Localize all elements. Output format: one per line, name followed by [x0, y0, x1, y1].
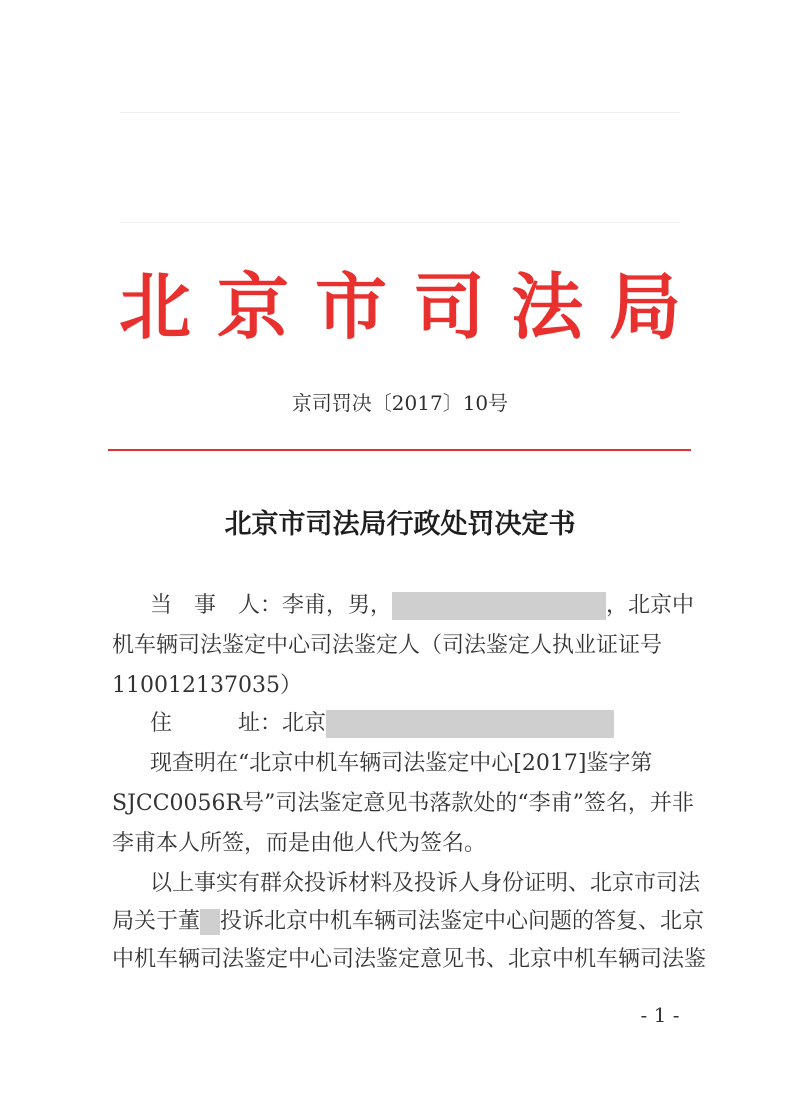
document-title: 北京市司法局行政处罚决定书 — [224, 509, 576, 540]
findings-line-2: SJCC0056R号”司法鉴定意见书落款处的“李甫”签名，并非 — [112, 791, 694, 816]
document-number: 京司罚决〔2017〕10号 — [291, 391, 509, 415]
issuing-agency-header: 北京市司法局 — [118, 264, 707, 349]
findings-line-1: 现查明在“北京中机车辆司法鉴定中心[2017]鉴字第 — [150, 751, 653, 776]
evidence-line-3: 中机车辆司法鉴定中心司法鉴定意见书、北京中机车辆司法鉴 — [112, 947, 707, 972]
redacted-id-block — [392, 592, 606, 620]
redacted-name-block — [200, 909, 220, 935]
address-value: 北京 — [282, 711, 327, 736]
address-line — [150, 706, 710, 742]
evidence-line-1: 以上事实有群众投诉材料及投诉人身份证明、北京市司法 — [150, 871, 701, 896]
findings-line-3: 李甫本人所签，而是由他人代为签名。 — [112, 831, 487, 856]
party-line-1 — [150, 588, 710, 624]
evidence-line-2 — [112, 904, 712, 940]
party-name: 李甫，男， — [282, 593, 393, 618]
party-line-3: 110012137035） — [112, 673, 302, 698]
evidence-suffix: 投诉北京中机车辆司法鉴定中心问题的答复、北京 — [220, 909, 705, 934]
scan-artifact-line — [120, 222, 680, 223]
address-label: 住 址： — [150, 711, 283, 736]
scan-artifact-line — [120, 112, 680, 113]
page-number: - 1 - — [640, 1003, 680, 1027]
party-label: 当 事 人： — [150, 593, 283, 618]
party-affiliation-start: ，北京中 — [606, 593, 695, 618]
redacted-address-block — [326, 710, 614, 738]
evidence-prefix: 局关于董 — [112, 909, 201, 934]
red-divider-line — [108, 449, 691, 451]
party-line-2: 机车辆司法鉴定中心司法鉴定人（司法鉴定人执业证证号 — [112, 633, 663, 658]
